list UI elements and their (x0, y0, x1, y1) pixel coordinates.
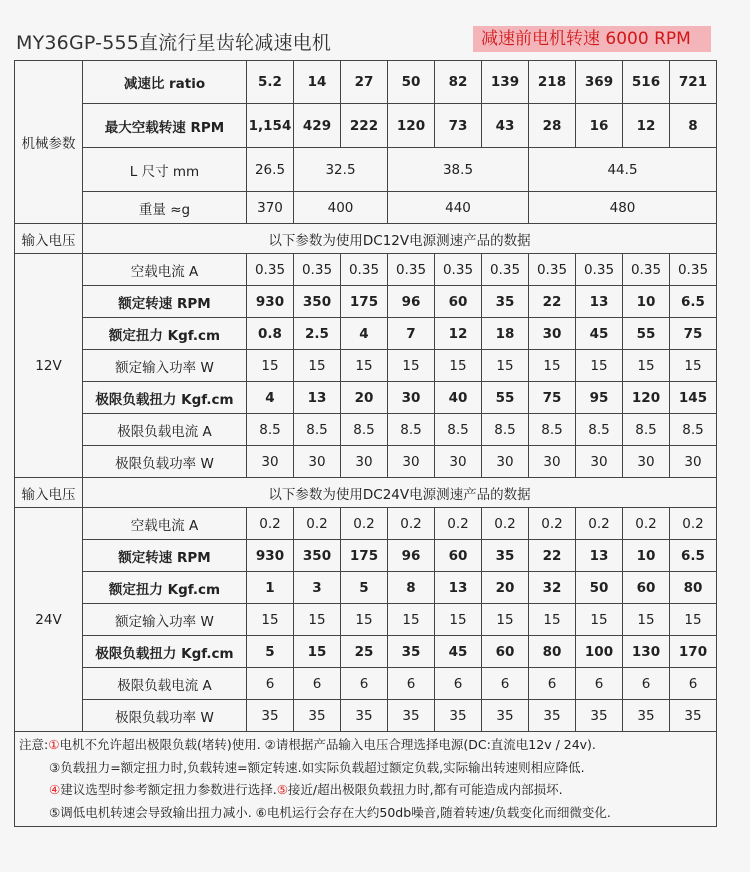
value-cell: 8.5 (341, 414, 388, 446)
table-row (15, 414, 717, 446)
row-label: 额定扭力 Kgf.cm (83, 318, 247, 350)
value-cell: 96 (388, 540, 435, 572)
value-cell: 6 (435, 668, 482, 700)
value-cell: 0.35 (623, 254, 670, 286)
value-cell: 8.5 (247, 414, 294, 446)
value-cell: 55 (623, 318, 670, 350)
value-cell: 80 (670, 572, 717, 604)
weight-cell: 440 (388, 192, 529, 224)
group-label-v12: 12V (15, 254, 83, 478)
value-cell: 32 (529, 572, 576, 604)
value-cell: 75 (529, 382, 576, 414)
value-cell: 6 (341, 668, 388, 700)
row-label: 极限负载电流 A (83, 668, 247, 700)
value-cell: 2.5 (294, 318, 341, 350)
length-cell: 44.5 (529, 148, 717, 192)
value-cell: 100 (576, 636, 623, 668)
value-cell: 6.5 (670, 540, 717, 572)
value-cell: 1 (247, 572, 294, 604)
value-cell: 30 (670, 446, 717, 478)
value-cell: 0.35 (576, 254, 623, 286)
value-cell: 170 (670, 636, 717, 668)
value-cell: 8.5 (435, 414, 482, 446)
note-line-5 (19, 802, 712, 825)
note-line-4 (19, 779, 712, 802)
ratio-cell: 27 (341, 61, 388, 104)
row-label: 空载电流 A (83, 254, 247, 286)
rpm-cell: 1,154 (247, 104, 294, 148)
value-cell: 35 (482, 700, 529, 732)
value-cell: 13 (435, 572, 482, 604)
row-label: 空载电流 A (83, 508, 247, 540)
row-label: 极限负载扭力 Kgf.cm (83, 382, 247, 414)
value-cell: 0.2 (435, 508, 482, 540)
rpm-cell: 28 (529, 104, 576, 148)
value-cell: 350 (294, 286, 341, 318)
value-cell: 35 (482, 540, 529, 572)
row-label: 极限负载电流 A (83, 414, 247, 446)
table-row (15, 61, 717, 104)
value-cell: 120 (623, 382, 670, 414)
voltage-note: 以下参数为使用DC12V电源测速产品的数据 (83, 224, 717, 254)
notes-prefix: 注意: (19, 737, 49, 752)
table-row (15, 604, 717, 636)
value-cell: 20 (341, 382, 388, 414)
value-cell: 15 (294, 604, 341, 636)
spec-table (14, 60, 717, 827)
value-cell: 80 (529, 636, 576, 668)
value-cell: 8.5 (294, 414, 341, 446)
table-row (15, 508, 717, 540)
value-cell: 8 (388, 572, 435, 604)
row-label: 额定转速 RPM (83, 540, 247, 572)
rpm-cell: 429 (294, 104, 341, 148)
value-cell: 95 (576, 382, 623, 414)
rpm-cell: 120 (388, 104, 435, 148)
value-cell: 15 (247, 604, 294, 636)
value-cell: 35 (294, 700, 341, 732)
value-cell: 20 (482, 572, 529, 604)
value-cell: 8.5 (388, 414, 435, 446)
value-cell: 0.35 (388, 254, 435, 286)
table-row (15, 104, 717, 148)
value-cell: 15 (576, 350, 623, 382)
value-cell: 30 (247, 446, 294, 478)
ratio-cell: 14 (294, 61, 341, 104)
value-cell: 35 (388, 636, 435, 668)
row-label: 极限负载功率 W (83, 446, 247, 478)
value-cell: 0.35 (482, 254, 529, 286)
value-cell: 60 (482, 636, 529, 668)
value-cell: 175 (341, 540, 388, 572)
value-cell: 0.35 (670, 254, 717, 286)
ratio-cell: 50 (388, 61, 435, 104)
value-cell: 15 (623, 604, 670, 636)
value-cell: 60 (435, 540, 482, 572)
table-row (15, 636, 717, 668)
ratio-cell: 516 (623, 61, 670, 104)
row-label: 额定输入功率 W (83, 604, 247, 636)
value-cell: 6 (623, 668, 670, 700)
row-label: 重量 ≈g (83, 192, 247, 224)
row-label: 额定输入功率 W (83, 350, 247, 382)
value-cell: 0.2 (482, 508, 529, 540)
value-cell: 0.35 (247, 254, 294, 286)
value-cell: 8.5 (623, 414, 670, 446)
table-row (15, 286, 717, 318)
note-mark: ① (48, 737, 60, 752)
note-mark: ④ (49, 782, 61, 797)
value-cell: 15 (341, 350, 388, 382)
note-line-3 (19, 757, 712, 780)
ratio-cell: 139 (482, 61, 529, 104)
value-cell: 30 (294, 446, 341, 478)
group-label-v24: 24V (15, 508, 83, 732)
value-cell: 22 (529, 286, 576, 318)
weight-cell: 370 (247, 192, 294, 224)
note-mark: ⑤ (276, 782, 288, 797)
value-cell: 0.2 (247, 508, 294, 540)
value-cell: 30 (529, 446, 576, 478)
value-cell: 8.5 (576, 414, 623, 446)
table-row (15, 700, 717, 732)
row-label: 最大空载转速 RPM (83, 104, 247, 148)
rpm-cell: 43 (482, 104, 529, 148)
notes-cell (15, 732, 717, 827)
value-cell: 40 (435, 382, 482, 414)
value-cell: 15 (623, 350, 670, 382)
value-cell: 18 (482, 318, 529, 350)
value-cell: 6 (576, 668, 623, 700)
value-cell: 6 (294, 668, 341, 700)
value-cell: 60 (623, 572, 670, 604)
value-cell: 0.35 (435, 254, 482, 286)
row-label: 额定转速 RPM (83, 286, 247, 318)
value-cell: 15 (529, 350, 576, 382)
row-label: 减速比 ratio (83, 61, 247, 104)
value-cell: 13 (294, 382, 341, 414)
rpm-cell: 16 (576, 104, 623, 148)
value-cell: 15 (529, 604, 576, 636)
value-cell: 0.35 (529, 254, 576, 286)
table-row (15, 540, 717, 572)
table-row (15, 192, 717, 224)
value-cell: 35 (623, 700, 670, 732)
value-cell: 0.35 (294, 254, 341, 286)
table-row (15, 668, 717, 700)
value-cell: 60 (435, 286, 482, 318)
value-cell: 15 (435, 350, 482, 382)
value-cell: 0.2 (388, 508, 435, 540)
table-row (15, 350, 717, 382)
length-cell: 32.5 (294, 148, 388, 192)
table-row (15, 732, 717, 827)
table-row (15, 224, 717, 254)
pre-reduction-rpm-badge: 减速前电机转速 6000 RPM (473, 26, 711, 52)
value-cell: 75 (670, 318, 717, 350)
value-cell: 30 (623, 446, 670, 478)
value-cell: 0.2 (529, 508, 576, 540)
page-title: MY36GP-555直流行星齿轮减速电机 (16, 32, 332, 54)
value-cell: 930 (247, 286, 294, 318)
value-cell: 15 (341, 604, 388, 636)
voltage-note: 以下参数为使用DC24V电源测速产品的数据 (83, 478, 717, 508)
value-cell: 30 (576, 446, 623, 478)
note-line-1 (19, 734, 712, 757)
length-cell: 26.5 (247, 148, 294, 192)
rpm-cell: 12 (623, 104, 670, 148)
value-cell: 13 (576, 540, 623, 572)
value-cell: 30 (388, 382, 435, 414)
value-cell: 35 (482, 286, 529, 318)
table-row (15, 446, 717, 478)
rpm-cell: 73 (435, 104, 482, 148)
value-cell: 50 (576, 572, 623, 604)
spec-table-body (15, 61, 717, 827)
value-cell: 10 (623, 540, 670, 572)
note-text: 电机不允许超出极限负载(堵转)使用. ②请根据产品输入电压合理选择电源(DC:直流电12v / 24v). (59, 737, 596, 752)
value-cell: 4 (247, 382, 294, 414)
value-cell: 35 (576, 700, 623, 732)
value-cell: 930 (247, 540, 294, 572)
value-cell: 8.5 (529, 414, 576, 446)
row-label: L 尺寸 mm (83, 148, 247, 192)
value-cell: 15 (435, 604, 482, 636)
note-text: ③负载扭力=额定扭力时,负载转速=额定转速.如实际负载超过额定负载,实际输出转速则相应降低. (49, 759, 585, 775)
value-cell: 15 (670, 350, 717, 382)
value-cell: 5 (247, 636, 294, 668)
value-cell: 15 (388, 604, 435, 636)
value-cell: 10 (623, 286, 670, 318)
weight-cell: 480 (529, 192, 717, 224)
value-cell: 8.5 (670, 414, 717, 446)
value-cell: 8.5 (482, 414, 529, 446)
value-cell: 145 (670, 382, 717, 414)
input-voltage-label: 输入电压 (15, 478, 83, 508)
value-cell: 0.2 (623, 508, 670, 540)
value-cell: 15 (247, 350, 294, 382)
value-cell: 5 (341, 572, 388, 604)
value-cell: 350 (294, 540, 341, 572)
value-cell: 6.5 (670, 286, 717, 318)
value-cell: 4 (341, 318, 388, 350)
value-cell: 6 (529, 668, 576, 700)
value-cell: 35 (341, 700, 388, 732)
table-row (15, 478, 717, 508)
weight-cell: 400 (294, 192, 388, 224)
table-row (15, 148, 717, 192)
note-text: ⑤调低电机转速会导致输出扭力减小. ⑥电机运行会存在大约50db噪音,随着转速/负载变化而细微变化. (49, 804, 611, 820)
note-text: 接近/超出极限负载扭力时,都有可能造成内部损坏. (287, 782, 563, 797)
row-label: 极限负载功率 W (83, 700, 247, 732)
value-cell: 13 (576, 286, 623, 318)
value-cell: 3 (294, 572, 341, 604)
value-cell: 0.8 (247, 318, 294, 350)
value-cell: 0.2 (294, 508, 341, 540)
value-cell: 35 (435, 700, 482, 732)
value-cell: 15 (670, 604, 717, 636)
value-cell: 35 (529, 700, 576, 732)
value-cell: 35 (247, 700, 294, 732)
table-row (15, 254, 717, 286)
group-label-mechanical: 机械参数 (15, 61, 83, 224)
value-cell: 7 (388, 318, 435, 350)
value-cell: 0.2 (670, 508, 717, 540)
value-cell: 30 (529, 318, 576, 350)
value-cell: 15 (388, 350, 435, 382)
value-cell: 6 (482, 668, 529, 700)
value-cell: 15 (482, 350, 529, 382)
table-row (15, 382, 717, 414)
value-cell: 35 (388, 700, 435, 732)
value-cell: 6 (247, 668, 294, 700)
value-cell: 6 (388, 668, 435, 700)
value-cell: 15 (294, 350, 341, 382)
note-text: 建议选型时参考额定扭力参数进行选择. (60, 782, 277, 797)
value-cell: 55 (482, 382, 529, 414)
value-cell: 0.2 (576, 508, 623, 540)
ratio-cell: 82 (435, 61, 482, 104)
ratio-cell: 5.2 (247, 61, 294, 104)
value-cell: 30 (435, 446, 482, 478)
table-row (15, 318, 717, 350)
value-cell: 22 (529, 540, 576, 572)
value-cell: 15 (482, 604, 529, 636)
ratio-cell: 369 (576, 61, 623, 104)
row-label: 极限负载扭力 Kgf.cm (83, 636, 247, 668)
value-cell: 45 (576, 318, 623, 350)
value-cell: 25 (341, 636, 388, 668)
value-cell: 30 (388, 446, 435, 478)
row-label: 额定扭力 Kgf.cm (83, 572, 247, 604)
input-voltage-label: 输入电压 (15, 224, 83, 254)
length-cell: 38.5 (388, 148, 529, 192)
value-cell: 35 (670, 700, 717, 732)
rpm-cell: 222 (341, 104, 388, 148)
value-cell: 30 (341, 446, 388, 478)
ratio-cell: 721 (670, 61, 717, 104)
value-cell: 0.2 (341, 508, 388, 540)
value-cell: 30 (482, 446, 529, 478)
value-cell: 0.35 (341, 254, 388, 286)
rpm-cell: 8 (670, 104, 717, 148)
table-row (15, 572, 717, 604)
value-cell: 175 (341, 286, 388, 318)
ratio-cell: 218 (529, 61, 576, 104)
value-cell: 6 (670, 668, 717, 700)
value-cell: 130 (623, 636, 670, 668)
value-cell: 12 (435, 318, 482, 350)
value-cell: 15 (294, 636, 341, 668)
value-cell: 96 (388, 286, 435, 318)
value-cell: 15 (576, 604, 623, 636)
value-cell: 45 (435, 636, 482, 668)
